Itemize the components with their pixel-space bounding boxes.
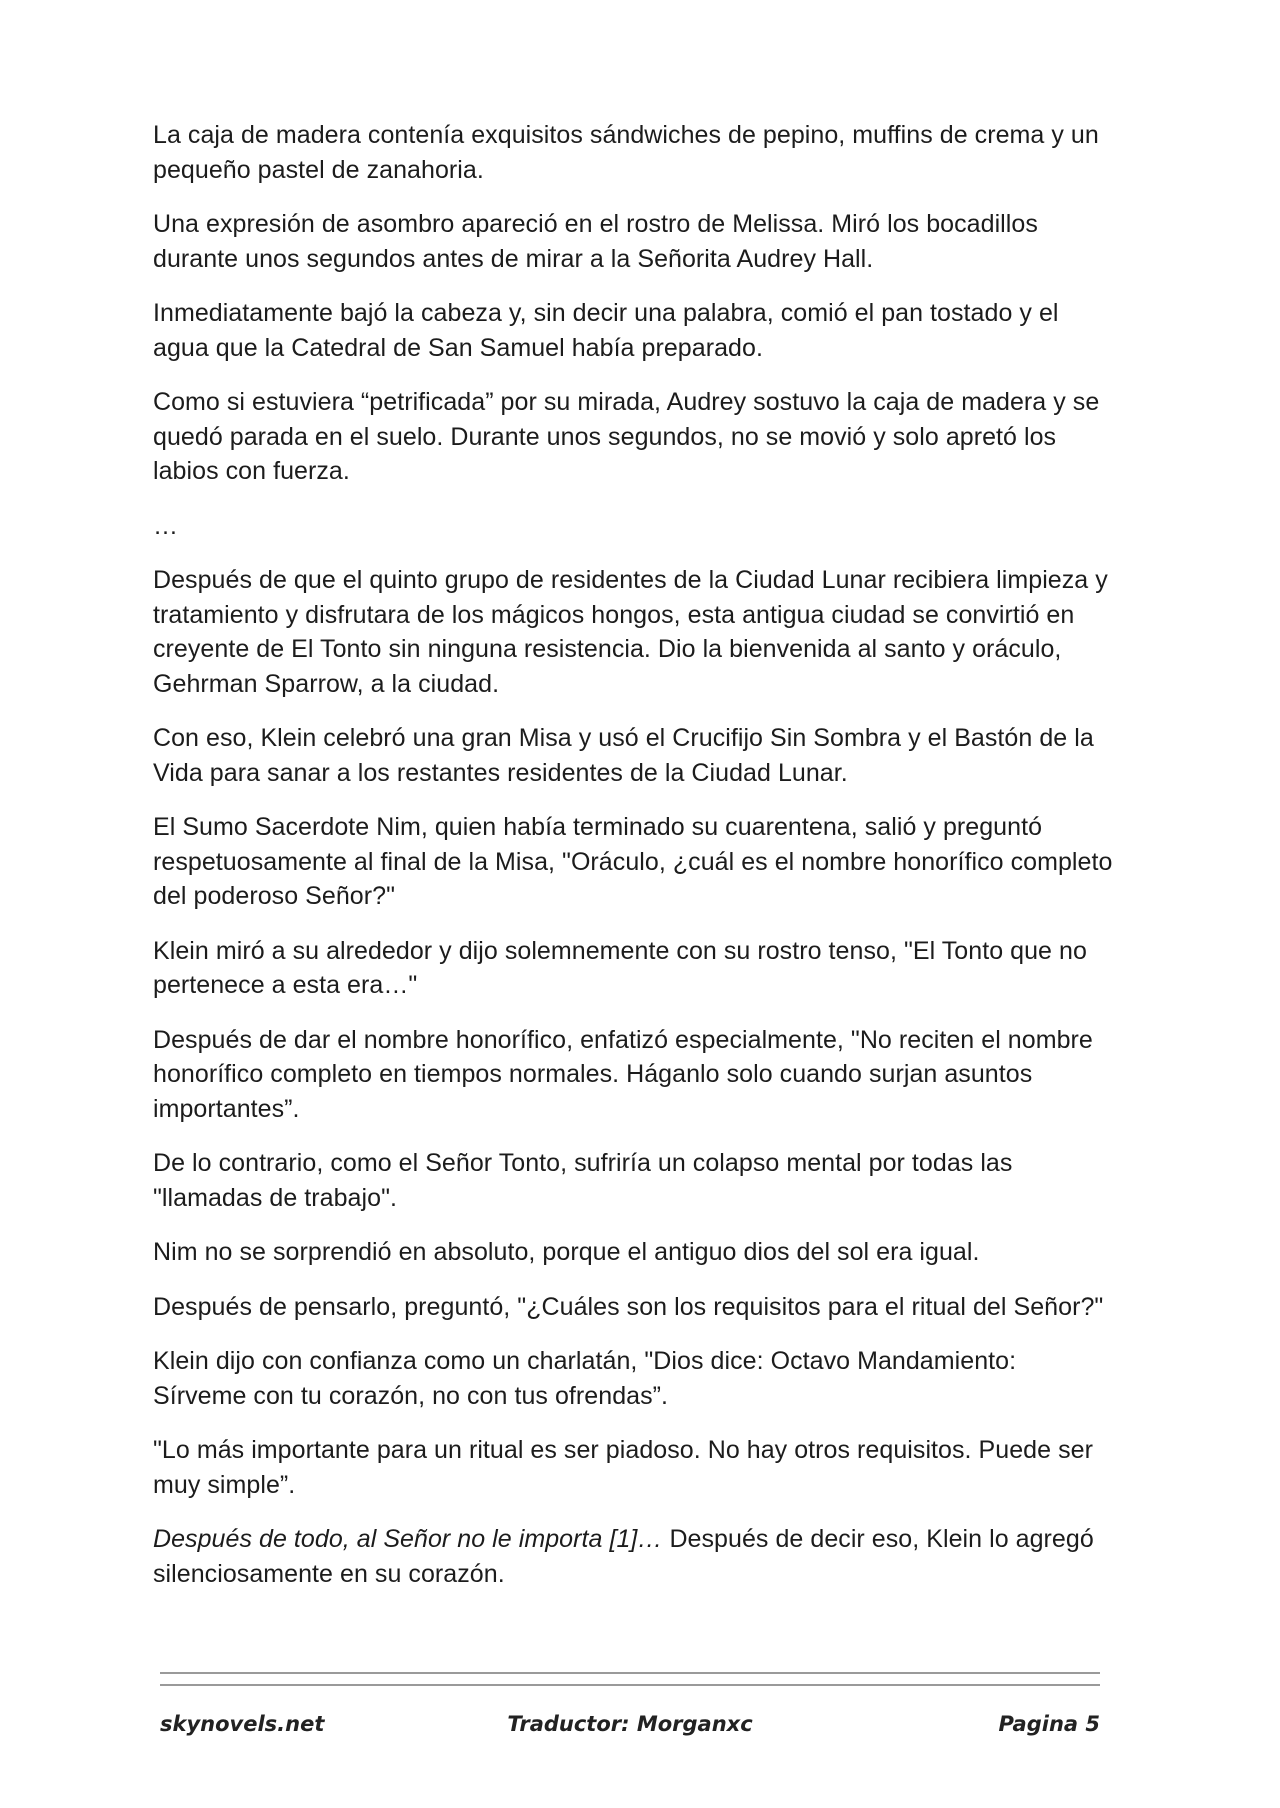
paragraph-14: "Lo más importante para un ritual es ser piadoso. No hay otros requisitos. Puede ser muy simple”.: [153, 1436, 1093, 1499]
paragraph-4: Como si estuviera “petrificada” por su mirada, Audrey sostuvo la caja de madera y se quedó parada en el suelo. Durante unos segundos, no se movió y solo apretó los labios con fuerza.: [153, 388, 1100, 485]
paragraph-7: El Sumo Sacerdote Nim, quien había terminado su cuarentena, salió y preguntó respetuosamente al final de la Misa, "Oráculo, ¿cuál es el nombre honorífico completo del poderoso Señor?": [153, 813, 1113, 910]
page-footer: [160, 1712, 1100, 1748]
paragraph-15-text: Después de decir eso, Klein lo agregó silenciosamente en su corazón.: [153, 1525, 1094, 1588]
paragraph-11: Nim no se sorprendió en absoluto, porque el antiguo dios del sol era igual.: [153, 1238, 980, 1266]
paragraph-12: Después de pensarlo, preguntó, "¿Cuáles son los requisitos para el ritual del Señor?": [153, 1292, 1104, 1321]
paragraph-15: [153, 1522, 1113, 1591]
footer-rule-top: [160, 1672, 1100, 1674]
footer-rules: [160, 1672, 1100, 1696]
scene-break: …: [153, 511, 179, 540]
inner-thought-italic: Después de todo, al Señor no le importa [1]…: [153, 1525, 663, 1553]
paragraph-5: Después de que el quinto grupo de residentes de la Ciudad Lunar recibiera limpieza y tratamiento y disfrutara de los mágicos hongos, esta antigua ciudad se convirtió en creyente de El Tonto sin ninguna resistencia. Dio la bienvenida al santo y oráculo, Gehrman Sparrow, a la ciudad.: [153, 566, 1108, 698]
paragraph-8: Klein miró a su alrededor y dijo solemnemente con su rostro tenso, "El Tonto que no pertenece a esta era…": [153, 936, 1087, 999]
paragraph-9: Después de dar el nombre honorífico, enfatizó especialmente, "No reciten el nombre honorífico completo en tiempos normales. Háganlo solo cuando surjan asuntos importantes”.: [153, 1025, 1093, 1123]
paragraph-3: Inmediatamente bajó la cabeza y, sin decir una palabra, comió el pan tostado y el agua que la Catedral de San Samuel había preparado.: [153, 299, 1059, 362]
footer-rule-bottom: [160, 1684, 1100, 1686]
paragraph-2: Una expresión de asombro apareció en el rostro de Melissa. Miró los bocadillos durante unos segundos antes de mirar a la Señorita Audrey Hall.: [153, 210, 1038, 273]
paragraph-13: Klein dijo con confianza como un charlatán, "Dios dice: Octavo Mandamiento: Sírveme con tu corazón, no con tus ofrendas”.: [153, 1347, 1017, 1410]
paragraph-1: La caja de madera contenía exquisitos sándwiches de pepino, muffins de crema y un pequeño pastel de zanahoria.: [153, 121, 1099, 184]
paragraph-10: De lo contrario, como el Señor Tonto, sufriría un colapso mental por todas las "llamadas de trabajo".: [153, 1149, 1013, 1212]
footer-site: skynovels.net: [160, 1712, 325, 1736]
footer-translator: Traductor: Morganxc: [507, 1712, 753, 1736]
footer-page-number: Pagina 5: [998, 1712, 1100, 1736]
document-body: [153, 118, 1113, 1611]
paragraph-6: Con eso, Klein celebró una gran Misa y usó el Crucifijo Sin Sombra y el Bastón de la Vida para sanar a los restantes residentes de la Ciudad Lunar.: [153, 724, 1094, 787]
